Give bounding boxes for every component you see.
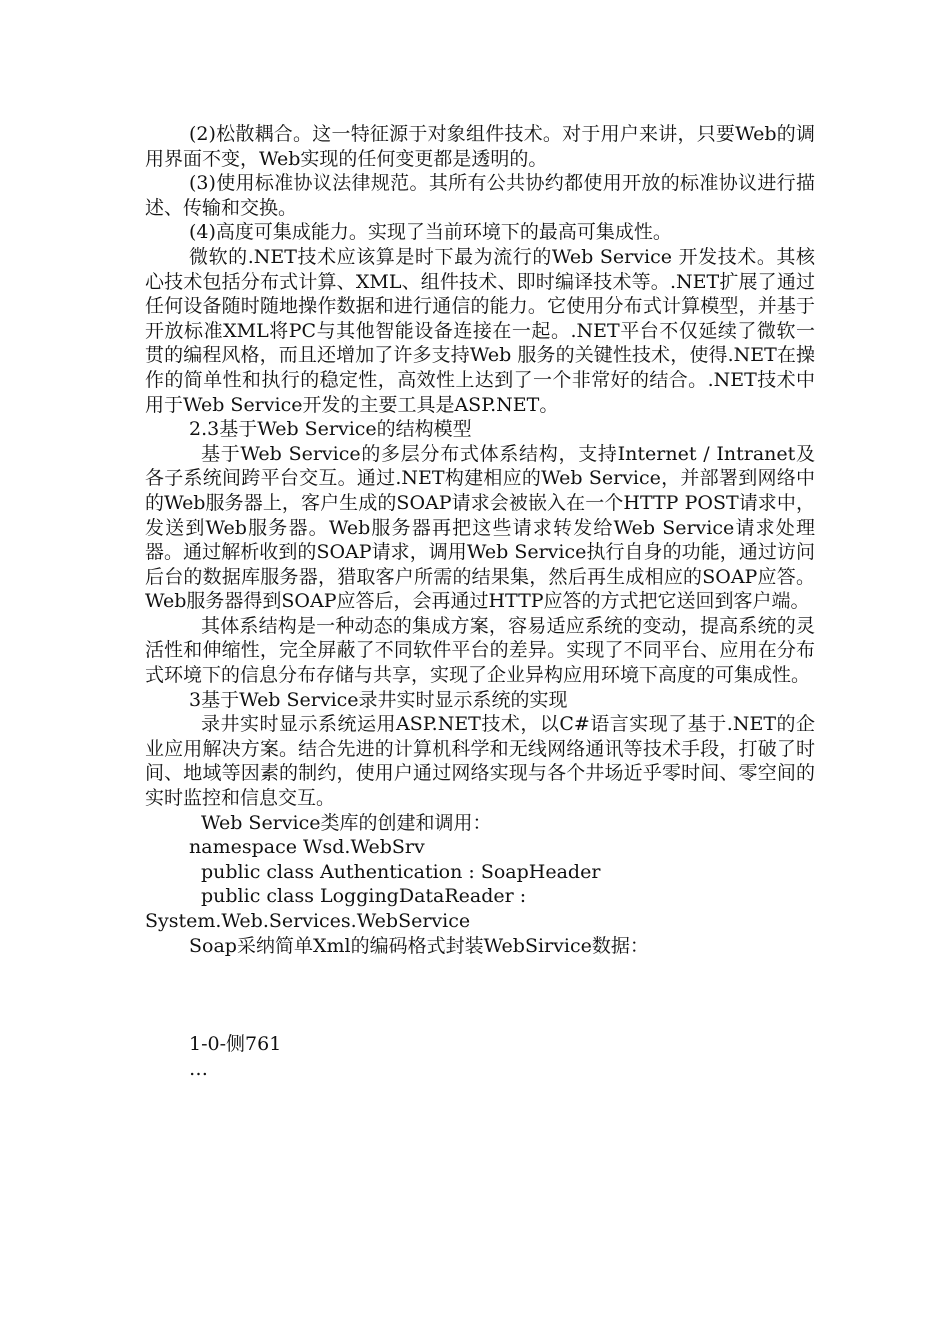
code-line-logging-reader: public class LoggingDataReader : bbox=[201, 885, 527, 908]
paragraph-dynamic-integration: 其体系结构是一种动态的集成方案，容易适应系统的变动，提高系统的灵活性和伸缩性，完全屏蔽了不同软件平台的差异。实现了不同平台、应用在分布式环境下的信息分布存储与共享，实现了企业异构应用环境下高度的可集成性。 bbox=[145, 614, 815, 687]
paragraph-loose-coupling: (2)松散耦合。这一特征源于对象组件技术。对于用户来讲，只要Web的调用界面不变，Web实现的任何变更都是透明的。 bbox=[145, 123, 815, 170]
section-heading-2-3: 2.3基于Web Service的结构模型 bbox=[189, 418, 472, 441]
paragraph-realtime-system: 录井实时显示系统运用ASP.NET技术，以C#语言实现了基于.NET的企业应用解决方案。结合先进的计算机科学和无线网络通讯等技术手段，打破了时间、地域等因素的制约，使用户通过网络实现与各个井场近乎零时间、零空间的实时监控和信息交互。 bbox=[145, 713, 815, 810]
paragraph-dotnet: 微软的.NET技术应该算是时下最为流行的Web Service 开发技术。其核心技术包括分布式计算、XML、组件技术、即时编译技术等。.NET扩展了通过任何设备随时随地操作数据和进行通信的能力。它使用分布式计算模型，并基于开放标准XML将PC与其他智能设备连接在一起。.NET平台不仅延续了微软一贯的编程风格，而且还增加了许多支持Web 服务的关键性技术，使得.NET在操作的简单性和执行的稳定性，高效性上达到了一个非常好的结合。.NET技术中用于Web Service开发的主要工具是ASP.NET。 bbox=[145, 245, 815, 416]
blank-gap bbox=[145, 958, 815, 1032]
section-heading-3: 3基于Web Service录井实时显示系统的实现 bbox=[189, 688, 568, 711]
code-line-authentication: public class Authentication : SoapHeader bbox=[201, 860, 601, 883]
paragraph-integration: (4)高度可集成能力。实现了当前环境下的最高可集成性。 bbox=[189, 221, 672, 244]
paragraph-standard-protocols: (3)使用标准协议法律规范。其所有公共协约都使用开放的标准协议进行描述、传输和交换。 bbox=[145, 172, 815, 219]
code-line-webservice: System.Web.Services.WebService bbox=[145, 910, 471, 932]
document-body bbox=[145, 122, 815, 1081]
code-line-namespace: namespace Wsd.WebSrv bbox=[189, 836, 425, 859]
paragraph-architecture: 基于Web Service的多层分布式体系结构，支持Internet / Intranet及各子系统间跨平台交互。通过.NET构建相应的Web Service，并部署到网络中的Web服务器上，客户生成的SOAP请求会被嵌入在一个HTTP POST请求中，发送到Web服务器。Web服务器再把这些请求转发给Web Service请求处理器。通过解析收到的SOAP请求，调用Web Service执行自身的功能，通过访问后台的数据库服务器，猎取客户所需的结果集，然后再生成相应的SOAP应答。Web服务器得到SOAP应答后，会再通过HTTP应答的方式把它送回到客户端。 bbox=[145, 442, 815, 613]
trailing-line-number: 1-0-侧761 bbox=[189, 1033, 282, 1056]
paragraph-class-library: Web Service类库的创建和调用： bbox=[201, 811, 492, 834]
trailing-ellipsis: … bbox=[189, 1057, 208, 1080]
paragraph-soap: Soap采纳简单Xml的编码格式封装WebSirvice数据： bbox=[189, 934, 649, 957]
